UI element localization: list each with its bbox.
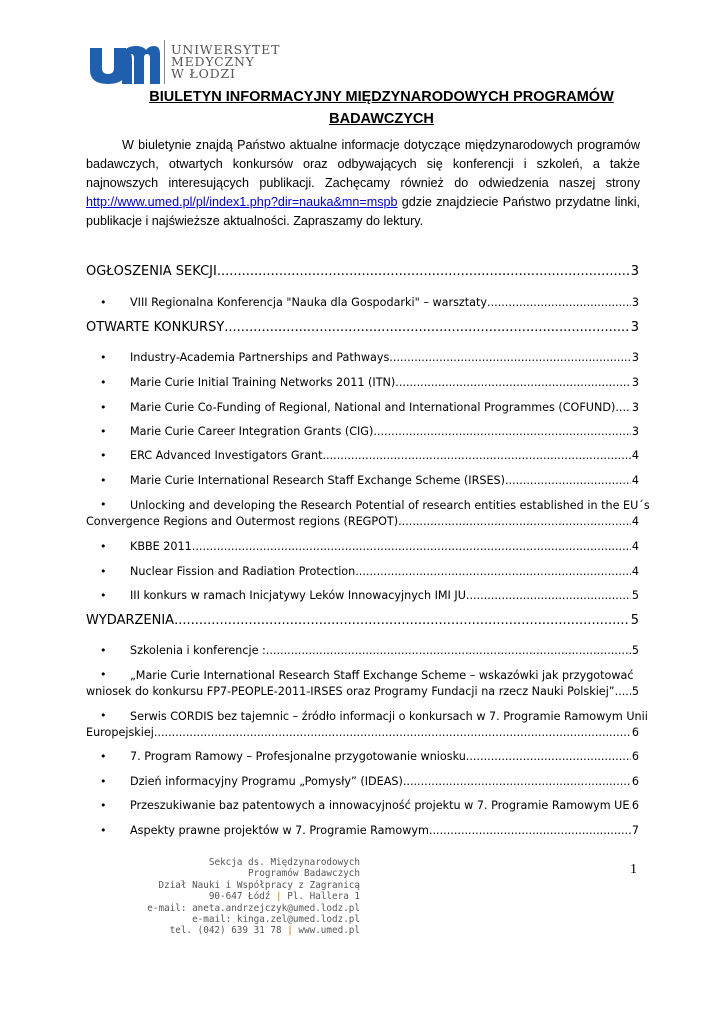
umed-link[interactable]: http://www.umed.pl/pl/index1.php?dir=nauka&mn=mspb <box>86 195 398 209</box>
footer-line: Sekcja ds. Międzynarodowych <box>208 857 360 868</box>
toc-page-number: 6 <box>631 750 639 763</box>
toc-item-title: Marie Curie Career Integration Grants (CIG) <box>130 425 374 438</box>
toc-item-title-line-2: wniosek do konkursu FP7-PEOPLE-2011-IRSES oraz Programy Fundacji na rzecz Nauki Polskiej” <box>86 685 615 698</box>
toc-section-title: OGŁOSZENIA SEKCJI <box>86 264 217 279</box>
bullet-icon: • <box>100 824 107 837</box>
footer-line: Programów Badawczych <box>248 868 360 880</box>
toc-item-title: Nuclear Fission and Radiation Protection <box>130 565 356 578</box>
toc-item-two-line[interactable] <box>86 496 650 528</box>
footer-email-2: e-mail: kinga.zel@umed.lodz.pl <box>192 914 360 926</box>
toc-item-title: Aspekty prawne projektów w 7. Programie Ramowym <box>130 824 429 837</box>
toc-item-title: Dzień informacyjny Programu „Pomysły” (IDEAS) <box>130 775 403 788</box>
footer-separator: | <box>287 925 293 937</box>
toc-item-title-line-2: Convergence Regions and Outermost regions (REGPOT) <box>86 515 399 528</box>
toc-item[interactable] <box>130 401 639 414</box>
bullet-icon: • <box>100 425 107 438</box>
toc-page-number: 3 <box>631 401 639 414</box>
toc-item[interactable] <box>130 351 639 364</box>
bullet-icon: • <box>100 296 107 309</box>
toc-page-number: 3 <box>631 376 639 389</box>
toc-item-title: Industry-Academia Partnerships and Pathways <box>130 351 390 364</box>
toc-page-number: 5 <box>631 685 639 698</box>
logo-line-3: W ŁODZI <box>171 66 236 81</box>
footer-website: www.umed.pl <box>298 925 360 937</box>
toc-page-number: 4 <box>631 565 639 578</box>
toc-item-two-line[interactable] <box>86 707 648 739</box>
toc-item-title-line-2: Europejskiej <box>86 726 154 739</box>
logo-line-1: UNIWERSYTET <box>171 42 281 57</box>
bullet-icon: • <box>100 474 107 487</box>
toc-page-number: 4 <box>631 515 639 528</box>
intro-text-end: gdzie znajdziecie Państwo przydatne linki, publikacje i najświeższe aktualności. Zapraszamy do lektury. <box>86 195 640 228</box>
toc-item[interactable] <box>130 644 639 657</box>
toc-section-ogloszenia[interactable] <box>86 264 639 279</box>
bullet-icon: • <box>100 709 107 722</box>
toc-item-title-line-1: Unlocking and developing the Research Potential of research entities established in the EU´s <box>130 499 650 512</box>
toc-section-title: OTWARTE KONKURSY <box>86 320 225 335</box>
toc-item-title: Przeszukiwanie baz patentowych a innowacyjność projektu w 7. Programie Ramowym UE <box>130 799 630 812</box>
toc-page-number: 5 <box>631 589 639 602</box>
page-footer <box>130 857 360 937</box>
toc-page-number: 4 <box>631 540 639 553</box>
toc-page-number: 3 <box>631 351 639 364</box>
toc-item[interactable] <box>130 799 639 812</box>
intro-paragraph <box>86 136 640 231</box>
logo-wordmark <box>171 44 280 80</box>
toc-page-number: 3 <box>630 264 639 279</box>
toc-item[interactable] <box>130 296 639 309</box>
um-logo-mark-icon <box>88 40 160 84</box>
toc-item-two-line[interactable] <box>86 666 639 698</box>
toc-item[interactable] <box>130 449 639 462</box>
toc-item-title: Marie Curie Co-Funding of Regional, National and International Programmes (COFUND) <box>130 401 616 414</box>
title-line-1: BIULETYN INFORMACYJNY MIĘDZYNARODOWYCH PROGRAMÓW <box>149 89 614 105</box>
toc-section-otwarte-konkursy[interactable] <box>86 320 639 335</box>
toc-page-number: 5 <box>630 613 639 628</box>
toc-item-title: Marie Curie Initial Training Networks 2011 (ITN) <box>130 376 396 389</box>
footer-street: Pl. Hallera 1 <box>287 891 360 903</box>
toc-item-title: ERC Advanced Investigators Grant <box>130 449 323 462</box>
bullet-icon: • <box>100 498 107 511</box>
footer-city: 90-647 Łódź <box>208 891 271 903</box>
bullet-icon: • <box>100 775 107 788</box>
bullet-icon: • <box>100 644 107 657</box>
toc-page-number: 6 <box>631 726 639 739</box>
footer-email-1: e-mail: aneta.andrzejczyk@umed.lodz.pl <box>147 902 360 914</box>
toc-item[interactable] <box>130 589 639 602</box>
toc-item[interactable] <box>130 425 639 438</box>
bullet-icon: • <box>100 401 107 414</box>
toc-page-number: 3 <box>631 425 639 438</box>
toc-item-line-2 <box>86 515 639 528</box>
toc-item-line-2 <box>86 726 639 739</box>
intro-text: W biuletynie znajdą Państwo aktualne informacje dotyczące międzynarodowych programów badawczych, otwartych konkursów oraz odbywających się konferencji i szkoleń, a także najnowszych interesujących publikacji. Zachęcamy również do odwiedzenia naszej strony <box>86 138 640 190</box>
footer-phone: tel. (042) 639 31 78 <box>169 925 282 937</box>
bullet-icon: • <box>100 799 107 812</box>
toc-item[interactable] <box>130 750 639 763</box>
toc-item[interactable] <box>130 565 639 578</box>
bullet-icon: • <box>100 668 107 681</box>
university-logo <box>88 40 280 84</box>
toc-item-title-line-1: „Marie Curie International Research Staff Exchange Scheme – wskazówki jak przygotować <box>130 669 634 682</box>
footer-separator: | <box>276 891 282 903</box>
toc-page-number: 7 <box>631 824 639 837</box>
logo-divider <box>164 40 165 84</box>
logo-line-2: MEDYCZNY <box>171 54 255 69</box>
toc-item-line-2 <box>86 685 639 698</box>
toc-item[interactable] <box>130 474 639 487</box>
toc-item[interactable] <box>130 540 639 553</box>
toc-item[interactable] <box>130 824 639 837</box>
bullet-icon: • <box>100 540 107 553</box>
bullet-icon: • <box>100 449 107 462</box>
toc-item-title: Szkolenia i konferencje : <box>130 644 266 657</box>
bullet-icon: • <box>100 376 107 389</box>
bullet-icon: • <box>100 351 107 364</box>
toc-page-number: 3 <box>631 296 639 309</box>
toc-page-number: 6 <box>631 799 639 812</box>
toc-item[interactable] <box>130 376 639 389</box>
toc-section-wydarzenia[interactable] <box>86 613 639 628</box>
footer-line: Dział Nauki i Współpracy z Zagranicą <box>158 879 360 891</box>
toc-page-number: 4 <box>631 474 639 487</box>
toc-item-title-line-1: Serwis CORDIS bez tajemnic – źródło informacji o konkursach w 7. Programie Ramowym Unii <box>130 710 648 723</box>
toc-page-number: 6 <box>631 775 639 788</box>
toc-page-number: 5 <box>631 644 639 657</box>
toc-page-number: 4 <box>631 449 639 462</box>
bullet-icon: • <box>100 750 107 763</box>
toc-item-title: KBBE 2011 <box>130 540 192 553</box>
toc-item-title: 7. Program Ramowy – Profesjonalne przygotowanie wniosku <box>130 750 466 763</box>
toc-item[interactable] <box>130 775 639 788</box>
footer-address <box>130 891 360 902</box>
toc-item-title: III konkurs w ramach Inicjatywy Leków Innowacyjnych IMI JU <box>130 589 466 602</box>
toc-section-title: WYDARZENIA <box>86 613 175 628</box>
toc-page-number: 3 <box>630 320 639 335</box>
bullet-icon: • <box>100 565 107 578</box>
toc-item-title: VIII Regionalna Konferencja "Nauka dla Gospodarki" – warsztaty <box>130 296 488 309</box>
page-number: 1 <box>630 862 637 877</box>
footer-contact <box>130 925 360 936</box>
toc-item-title: Marie Curie International Research Staff Exchange Scheme (IRSES) <box>130 474 505 487</box>
bullet-icon: • <box>100 589 107 602</box>
title-line-2: BADAWCZYCH <box>329 111 434 127</box>
bulletin-title <box>80 86 683 130</box>
